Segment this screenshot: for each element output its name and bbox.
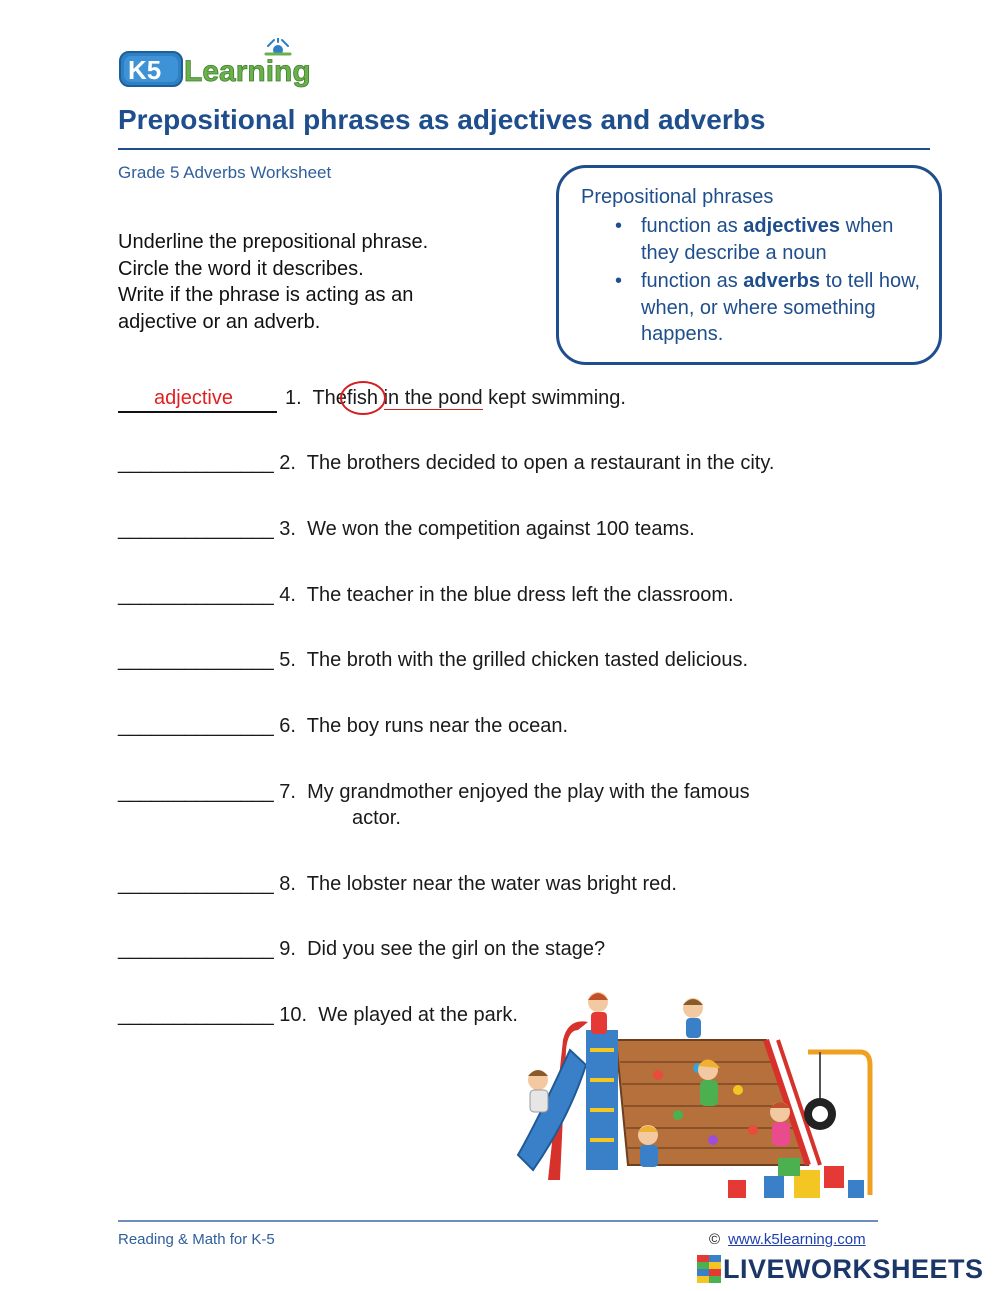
info-bullet: • function as adverbs to tell how, when, or where something happens. — [615, 270, 921, 345]
info-box-list — [581, 213, 931, 350]
instruction-line: Circle the word it describes. — [118, 257, 364, 280]
answer-blank[interactable]: ______________ — [118, 781, 274, 803]
svg-text:Learning: Learning — [184, 55, 311, 88]
question-row: ______________ 6. The boy runs near the ocean. — [118, 715, 569, 737]
question-text: Did you see the girl on the stage? — [307, 938, 606, 960]
liveworksheets-wordmark: LIVEWORKSHEETS — [723, 1253, 984, 1284]
prepositional-phrases-info-box — [556, 165, 942, 365]
worksheet-subtitle: Grade 5 Adverbs Worksheet — [118, 163, 332, 182]
page-title: Prepositional phrases as adjectives and adverbs — [118, 104, 766, 135]
k5-learning-logo — [118, 38, 333, 94]
circled-word: fish — [347, 387, 378, 410]
title-divider — [118, 148, 930, 150]
answer-blank[interactable]: ______________ — [118, 1004, 274, 1026]
answer-blank[interactable]: ______________ — [118, 452, 274, 474]
svg-text:K5: K5 — [128, 55, 162, 85]
question-row: ______________ 4. The teacher in the blue dress left the classroom. — [118, 584, 734, 606]
answer-blank[interactable]: ______________ — [118, 873, 274, 895]
question-row: ______________ 10. We played at the park. — [118, 1004, 518, 1026]
question-row: ______________ 2. The brothers decided to open a restaurant in the city. — [118, 452, 775, 474]
liveworksheets-logo — [697, 1253, 984, 1285]
info-box-title: Prepositional phrases — [581, 186, 774, 208]
footer-copyright — [709, 1231, 866, 1248]
liveworksheets-icon — [697, 1255, 721, 1283]
bullet-icon: • — [615, 215, 623, 237]
answer-blank[interactable]: ______________ — [118, 938, 274, 960]
answer-blank[interactable]: ______________ — [118, 518, 274, 540]
instruction-line: Write if the phrase is acting as an — [118, 284, 414, 306]
question-text: We won the competition against 100 teams. — [307, 518, 695, 540]
question-text: The brothers decided to open a restaurant in the city. — [306, 452, 775, 474]
answer-input[interactable]: adjective — [154, 387, 233, 409]
question-row: ______________ 3. We won the competition against 100 teams. — [118, 518, 695, 540]
question-text: My grandmother enjoyed the play with the famous — [307, 781, 750, 803]
copyright-symbol: © — [709, 1231, 721, 1248]
answer-blank[interactable]: ______________ — [118, 649, 274, 671]
playground-kids-illustration — [508, 990, 873, 1202]
footer-divider — [118, 1220, 878, 1222]
question-row: ______________ 8. The lobster near the water was bright red. — [118, 873, 677, 895]
question-text: The lobster near the water was bright red. — [306, 873, 677, 895]
question-text-continuation: actor. — [352, 807, 401, 829]
answer-line — [118, 411, 277, 413]
instruction-line: adjective or an adverb. — [118, 310, 321, 333]
question-row: ______________ 9. Did you see the girl on the stage? — [118, 938, 606, 960]
circle-mark — [340, 381, 386, 415]
footer-tagline: Reading & Math for K-5 — [118, 1231, 275, 1248]
question-text: The teacher in the blue dress left the classroom. — [306, 584, 734, 606]
instruction-line: Underline the prepositional phrase. — [118, 231, 429, 253]
question-text: The boy runs near the ocean. — [306, 715, 569, 737]
answer-blank[interactable]: ______________ — [118, 584, 274, 606]
k5learning-link[interactable]: www.k5learning.com — [728, 1231, 866, 1248]
question-text: 1. The fish in the pond kept swimming. — [285, 387, 626, 410]
instructions — [118, 229, 428, 335]
answer-blank[interactable]: ______________ — [118, 715, 274, 737]
question-row: ______________ 5. The broth with the grilled chicken tasted delicious. — [118, 649, 749, 671]
question-row: ______________ 7. My grandmother enjoyed the play with the famous — [118, 781, 750, 803]
info-bullet: • function as adjectives when they describe a noun — [615, 215, 894, 264]
underlined-phrase: in the pond — [383, 387, 483, 409]
question-text: The broth with the grilled chicken tasted delicious. — [306, 649, 749, 671]
bullet-icon: • — [615, 270, 623, 292]
question-text: We played at the park. — [318, 1004, 518, 1026]
